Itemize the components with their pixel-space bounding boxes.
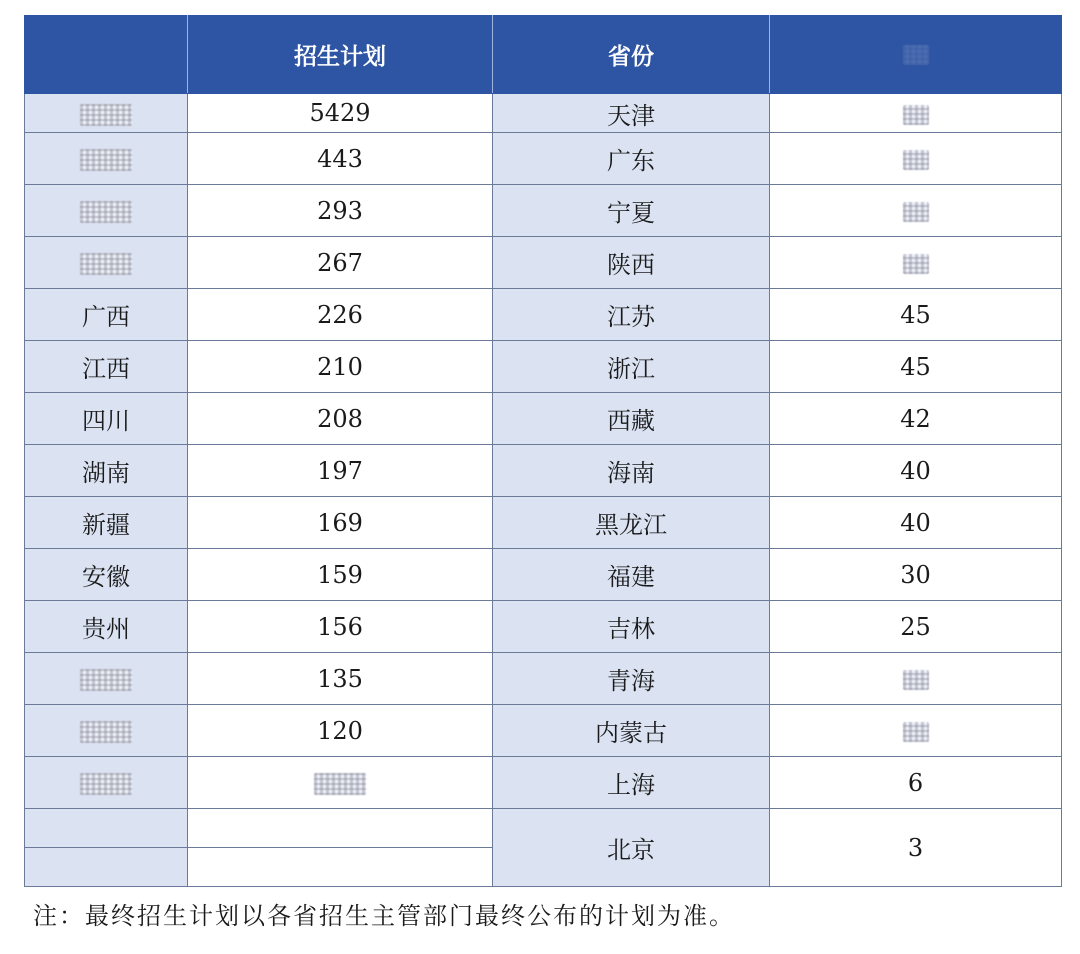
province-right-cell: 内蒙古 <box>493 705 770 757</box>
province-right-cell: 广东 <box>493 133 770 185</box>
plan-left-cell: 226 <box>188 289 493 341</box>
redacted-value <box>80 201 132 223</box>
province-right-cell: 天津 <box>493 94 770 133</box>
table-row <box>25 393 1062 445</box>
table-row <box>25 549 1062 601</box>
province-left-cell: 新疆 <box>25 497 188 549</box>
table-row <box>25 757 1062 809</box>
redacted-value <box>80 721 132 743</box>
plan-right-cell <box>770 653 1062 705</box>
table-row <box>25 94 1062 133</box>
plan-right-cell <box>770 705 1062 757</box>
province-left-cell: 江西 <box>25 341 188 393</box>
table-row <box>25 497 1062 549</box>
plan-left-cell: 293 <box>188 185 493 237</box>
plan-left-cell: 120 <box>188 705 493 757</box>
province-right-cell: 青海 <box>493 653 770 705</box>
plan-right-cell <box>770 133 1062 185</box>
redacted-value <box>903 150 929 170</box>
plan-left-cell <box>188 848 493 887</box>
table-header-row <box>25 16 1062 94</box>
table-row <box>25 705 1062 757</box>
plan-left-cell <box>188 757 493 809</box>
province-right-cell: 吉林 <box>493 601 770 653</box>
province-right-cell: 上海 <box>493 757 770 809</box>
redacted-value <box>903 670 929 690</box>
province-left-cell <box>25 809 188 848</box>
province-left-cell <box>25 757 188 809</box>
plan-left-cell: 169 <box>188 497 493 549</box>
redacted-value <box>903 722 929 742</box>
province-right-cell: 浙江 <box>493 341 770 393</box>
plan-left-cell: 159 <box>188 549 493 601</box>
province-left-cell <box>25 94 188 133</box>
province-left-cell: 贵州 <box>25 601 188 653</box>
province-left-cell: 湖南 <box>25 445 188 497</box>
footnote: 注：最终招生计划以各省招生主管部门最终公布的计划为准。 <box>33 902 735 930</box>
redacted-value <box>80 104 132 126</box>
table-row <box>25 289 1062 341</box>
redacted-value <box>80 669 132 691</box>
header-province-left <box>25 16 188 94</box>
plan-right-cell: 30 <box>770 549 1062 601</box>
header-plan-right <box>770 16 1062 94</box>
province-left-cell <box>25 133 188 185</box>
redacted-value <box>903 202 929 222</box>
redacted-header-right <box>903 45 929 65</box>
province-left-cell <box>25 848 188 887</box>
table-row <box>25 601 1062 653</box>
province-right-cell: 福建 <box>493 549 770 601</box>
redacted-value <box>314 773 366 795</box>
province-left-cell <box>25 653 188 705</box>
plan-left-cell <box>188 809 493 848</box>
plan-left-cell: 135 <box>188 653 493 705</box>
table-row <box>25 341 1062 393</box>
province-right-cell: 海南 <box>493 445 770 497</box>
plan-right-cell <box>770 185 1062 237</box>
table-row <box>25 809 1062 848</box>
table-row <box>25 133 1062 185</box>
province-left-cell <box>25 705 188 757</box>
plan-left-cell: 5429 <box>188 94 493 133</box>
province-left-cell: 四川 <box>25 393 188 445</box>
province-left-cell <box>25 237 188 289</box>
province-right-cell: 宁夏 <box>493 185 770 237</box>
plan-right-cell: 40 <box>770 497 1062 549</box>
plan-right-cell: 45 <box>770 341 1062 393</box>
table-row <box>25 653 1062 705</box>
plan-left-cell: 210 <box>188 341 493 393</box>
plan-right-cell <box>770 237 1062 289</box>
province-right-cell: 陕西 <box>493 237 770 289</box>
province-right-cell: 黑龙江 <box>493 497 770 549</box>
province-left-cell: 安徽 <box>25 549 188 601</box>
province-right-cell: 北京 <box>493 809 770 887</box>
plan-right-cell: 40 <box>770 445 1062 497</box>
plan-left-cell: 156 <box>188 601 493 653</box>
province-left-cell: 广西 <box>25 289 188 341</box>
plan-right-cell: 6 <box>770 757 1062 809</box>
redacted-value <box>80 149 132 171</box>
redacted-value <box>903 105 929 125</box>
header-plan-left: 招生计划 <box>188 16 493 94</box>
table-row <box>25 445 1062 497</box>
plan-left-cell: 443 <box>188 133 493 185</box>
province-right-cell: 西藏 <box>493 393 770 445</box>
table-row <box>25 237 1062 289</box>
plan-right-cell: 25 <box>770 601 1062 653</box>
province-left-cell <box>25 185 188 237</box>
plan-right-cell: 45 <box>770 289 1062 341</box>
table-row <box>25 185 1062 237</box>
redacted-value <box>903 254 929 274</box>
redacted-value <box>80 253 132 275</box>
plan-left-cell: 267 <box>188 237 493 289</box>
redacted-value <box>80 773 132 795</box>
header-province-right: 省份 <box>493 16 770 94</box>
plan-right-cell <box>770 94 1062 133</box>
plan-left-cell: 197 <box>188 445 493 497</box>
enrollment-plan-table <box>24 15 1062 887</box>
province-right-cell: 江苏 <box>493 289 770 341</box>
plan-right-cell: 3 <box>770 809 1062 887</box>
plan-right-cell: 42 <box>770 393 1062 445</box>
plan-left-cell: 208 <box>188 393 493 445</box>
